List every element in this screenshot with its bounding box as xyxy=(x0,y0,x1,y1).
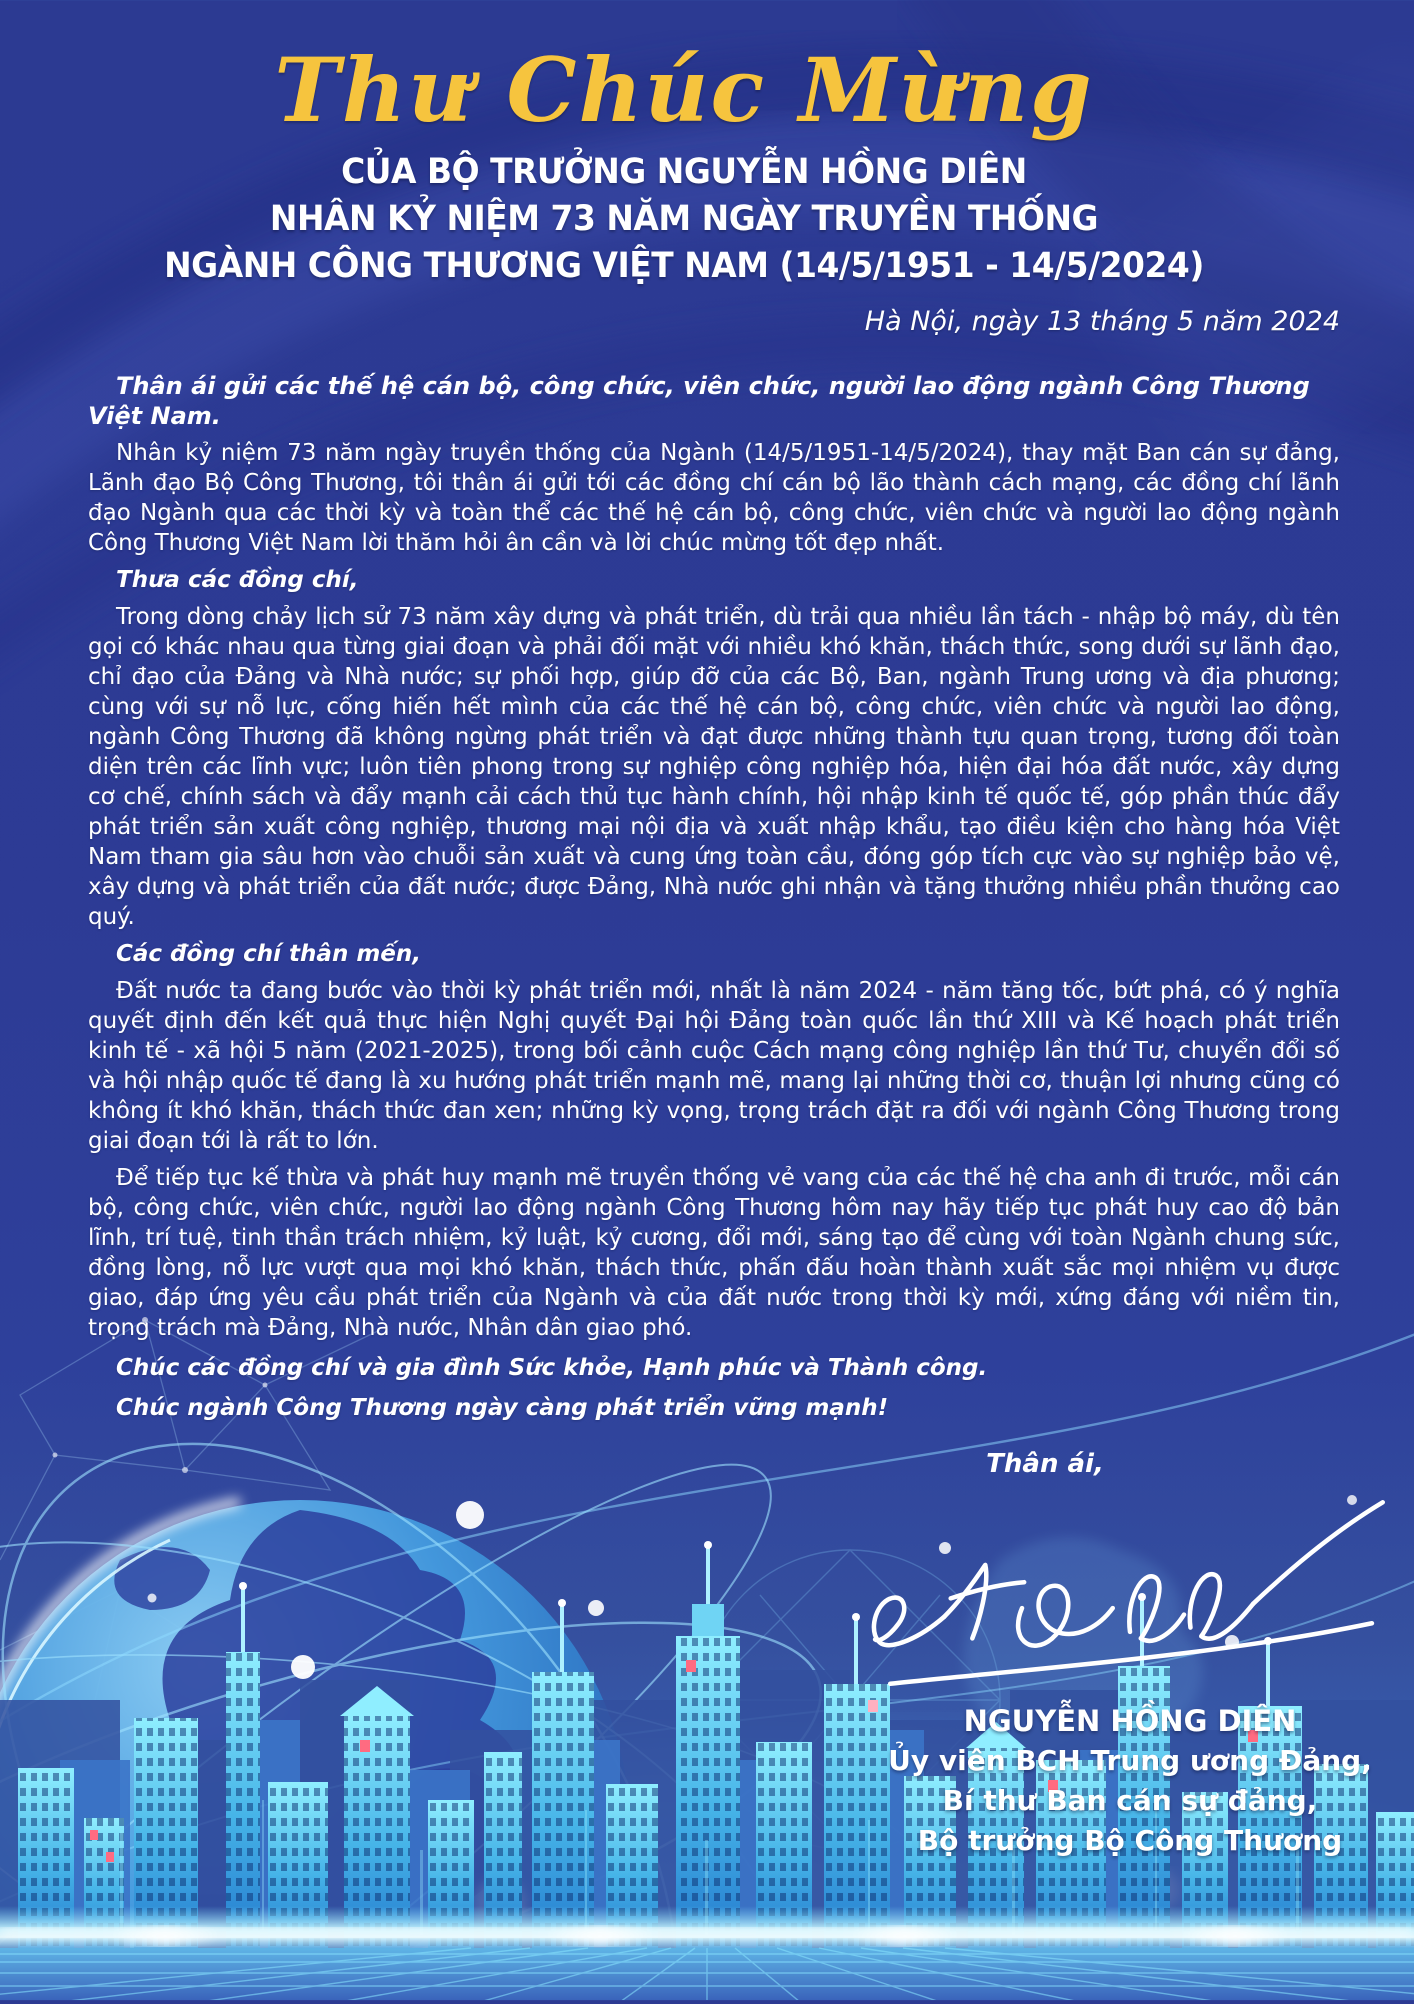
paragraph-lead: Thưa các đồng chí, xyxy=(116,566,359,593)
signer-title-2: Bí thư Ban cán sự đảng, xyxy=(942,1783,1318,1817)
signer-title-1: Ủy viên BCH Trung ương Đảng, xyxy=(888,1743,1372,1777)
header-line-2: NHÂN KỶ NIỆM 73 NĂM NGÀY TRUYỀN THỐNG xyxy=(269,198,1099,239)
paragraph-wish: Chúc ngành Công Thương ngày càng phát triển vững mạnh! xyxy=(116,1394,889,1421)
letter-header xyxy=(124,149,1244,290)
dateline: Hà Nội, ngày 13 tháng 5 năm 2024 xyxy=(864,305,1340,337)
closing-block xyxy=(860,1449,1400,1861)
paragraph: Để tiếp tục kế thừa và phát huy mạnh mẽ truyền thống vẻ vang của các thế hệ cha anh đi trước, mỗi cán bộ, công chức, viên chức, người lao động ngành Công Thương hôm nay hãy tiếp tục phát huy cao độ bản lĩnh, trí tuệ, tinh thần trách nhiệm, kỷ luật, kỷ cương, đổi mới, sáng tạo để cùng với toàn Ngành chung sức, đồng lòng, nỗ lực vượt qua mọi khó khăn, thách thức, phấn đấu hoàn thành xuất sắc mọi nhiệm vụ được giao, đáp ứng yêu cầu phát triển của Ngành và của đất nước trong thời kỳ mới, xứng đáng với niềm tin, trọng trách mà Đảng, Nhà nước, Nhân dân giao phó. xyxy=(88,1164,1340,1341)
header-line-1: CỦA BỘ TRƯỞNG NGUYỄN HỒNG DIÊN xyxy=(341,151,1027,192)
header-line-3: NGÀNH CÔNG THƯƠNG VIỆT NAM (14/5/1951 - 14/5/2024) xyxy=(164,245,1204,286)
signer-title-3: Bộ trưởng Bộ Công Thương xyxy=(917,1823,1343,1857)
salutation: Thân ái gửi các thế hệ cán bộ, công chức, viên chức, người lao động ngành Công Thương Việt Nam. xyxy=(88,371,1310,430)
paragraph-lead: Các đồng chí thân mến, xyxy=(116,940,421,967)
signoff: Thân ái, xyxy=(986,1448,1104,1479)
letter-title-script: Thư Chúc Mừng xyxy=(274,38,1094,142)
paragraph: Trong dòng chảy lịch sử 73 năm xây dựng và phát triển, dù trải qua nhiều lần tách - nhập bộ máy, dù tên gọi có khác nhau qua từng giai đoạn và phải đối mặt với nhiều khó khăn, thách thức, song dưới sự lãnh đạo, chỉ đạo của Đảng và Nhà nước; sự phối hợp, giúp đỡ của các Bộ, Ban, ngành Trung ương và địa phương; cùng với sự nỗ lực, cống hiến hết mình của các thế hệ cán bộ, công chức, viên chức và người lao động, ngành Công Thương đã không ngừng phát triển và đạt được những thành tựu quan trọng, tương đối toàn diện trên các lĩnh vực; luôn tiên phong trong sự nghiệp công nghiệp hóa, hiện đại hóa đất nước, xây dựng cơ chế, chính sách và đẩy mạnh cải cách thủ tục hành chính, hội nhập kinh tế quốc tế, góp phần thúc đẩy phát triển sản xuất công nghiệp, thương mại nội địa và xuất nhập khẩu, tạo điều kiện cho hàng hóa Việt Nam tham gia sâu hơn vào chuỗi sản xuất và cung ứng toàn cầu, đóng góp tích cực vào sự nghiệp bảo vệ, xây dựng và phát triển của đất nước; được Đảng, Nhà nước ghi nhận và tặng thưởng nhiều phần thưởng cao quý. xyxy=(88,603,1340,930)
signer-name: NGUYỄN HỒNG DIÊN xyxy=(963,1703,1297,1738)
paragraph: Đất nước ta đang bước vào thời kỳ phát triển mới, nhất là năm 2024 - năm tăng tốc, bứt phá, có ý nghĩa quyết định đến kết quả thực hiện Nghị quyết Đại hội Đảng toàn quốc lần thứ XIII và Kế hoạch phát triển kinh tế - xã hội 5 năm (2021-2025), trong bối cảnh cuộc Cách mạng công nghiệp lần thứ Tư, chuyển đổi số và hội nhập quốc tế đang là xu hướng phát triển mạnh mẽ, mang lại những thời cơ, thuận lợi nhưng cũng có không ít khó khăn, thách thức đan xen; những kỳ vọng, trọng trách đặt ra đối với ngành Công Thương trong giai đoạn tới là rất to lớn. xyxy=(88,977,1340,1154)
paragraph-wish: Chúc các đồng chí và gia đình Sức khỏe, Hạnh phúc và Thành công. xyxy=(116,1354,988,1381)
paragraph: Nhân kỷ niệm 73 năm ngày truyền thống của Ngành (14/5/1951-14/5/2024), thay mặt Ban cán sự đảng, Lãnh đạo Bộ Công Thương, tôi thân ái gửi tới các đồng chí cán bộ lão thành cách mạng, các đồng chí lãnh đạo Ngành qua các thời kỳ và toàn thể các thế hệ cán bộ, công chức, viên chức và người lao động ngành Công Thương Việt Nam lời thăm hỏi ân cần và lời chúc mừng tốt đẹp nhất. xyxy=(88,439,1340,556)
handwritten-signature-icon xyxy=(860,1487,1400,1699)
